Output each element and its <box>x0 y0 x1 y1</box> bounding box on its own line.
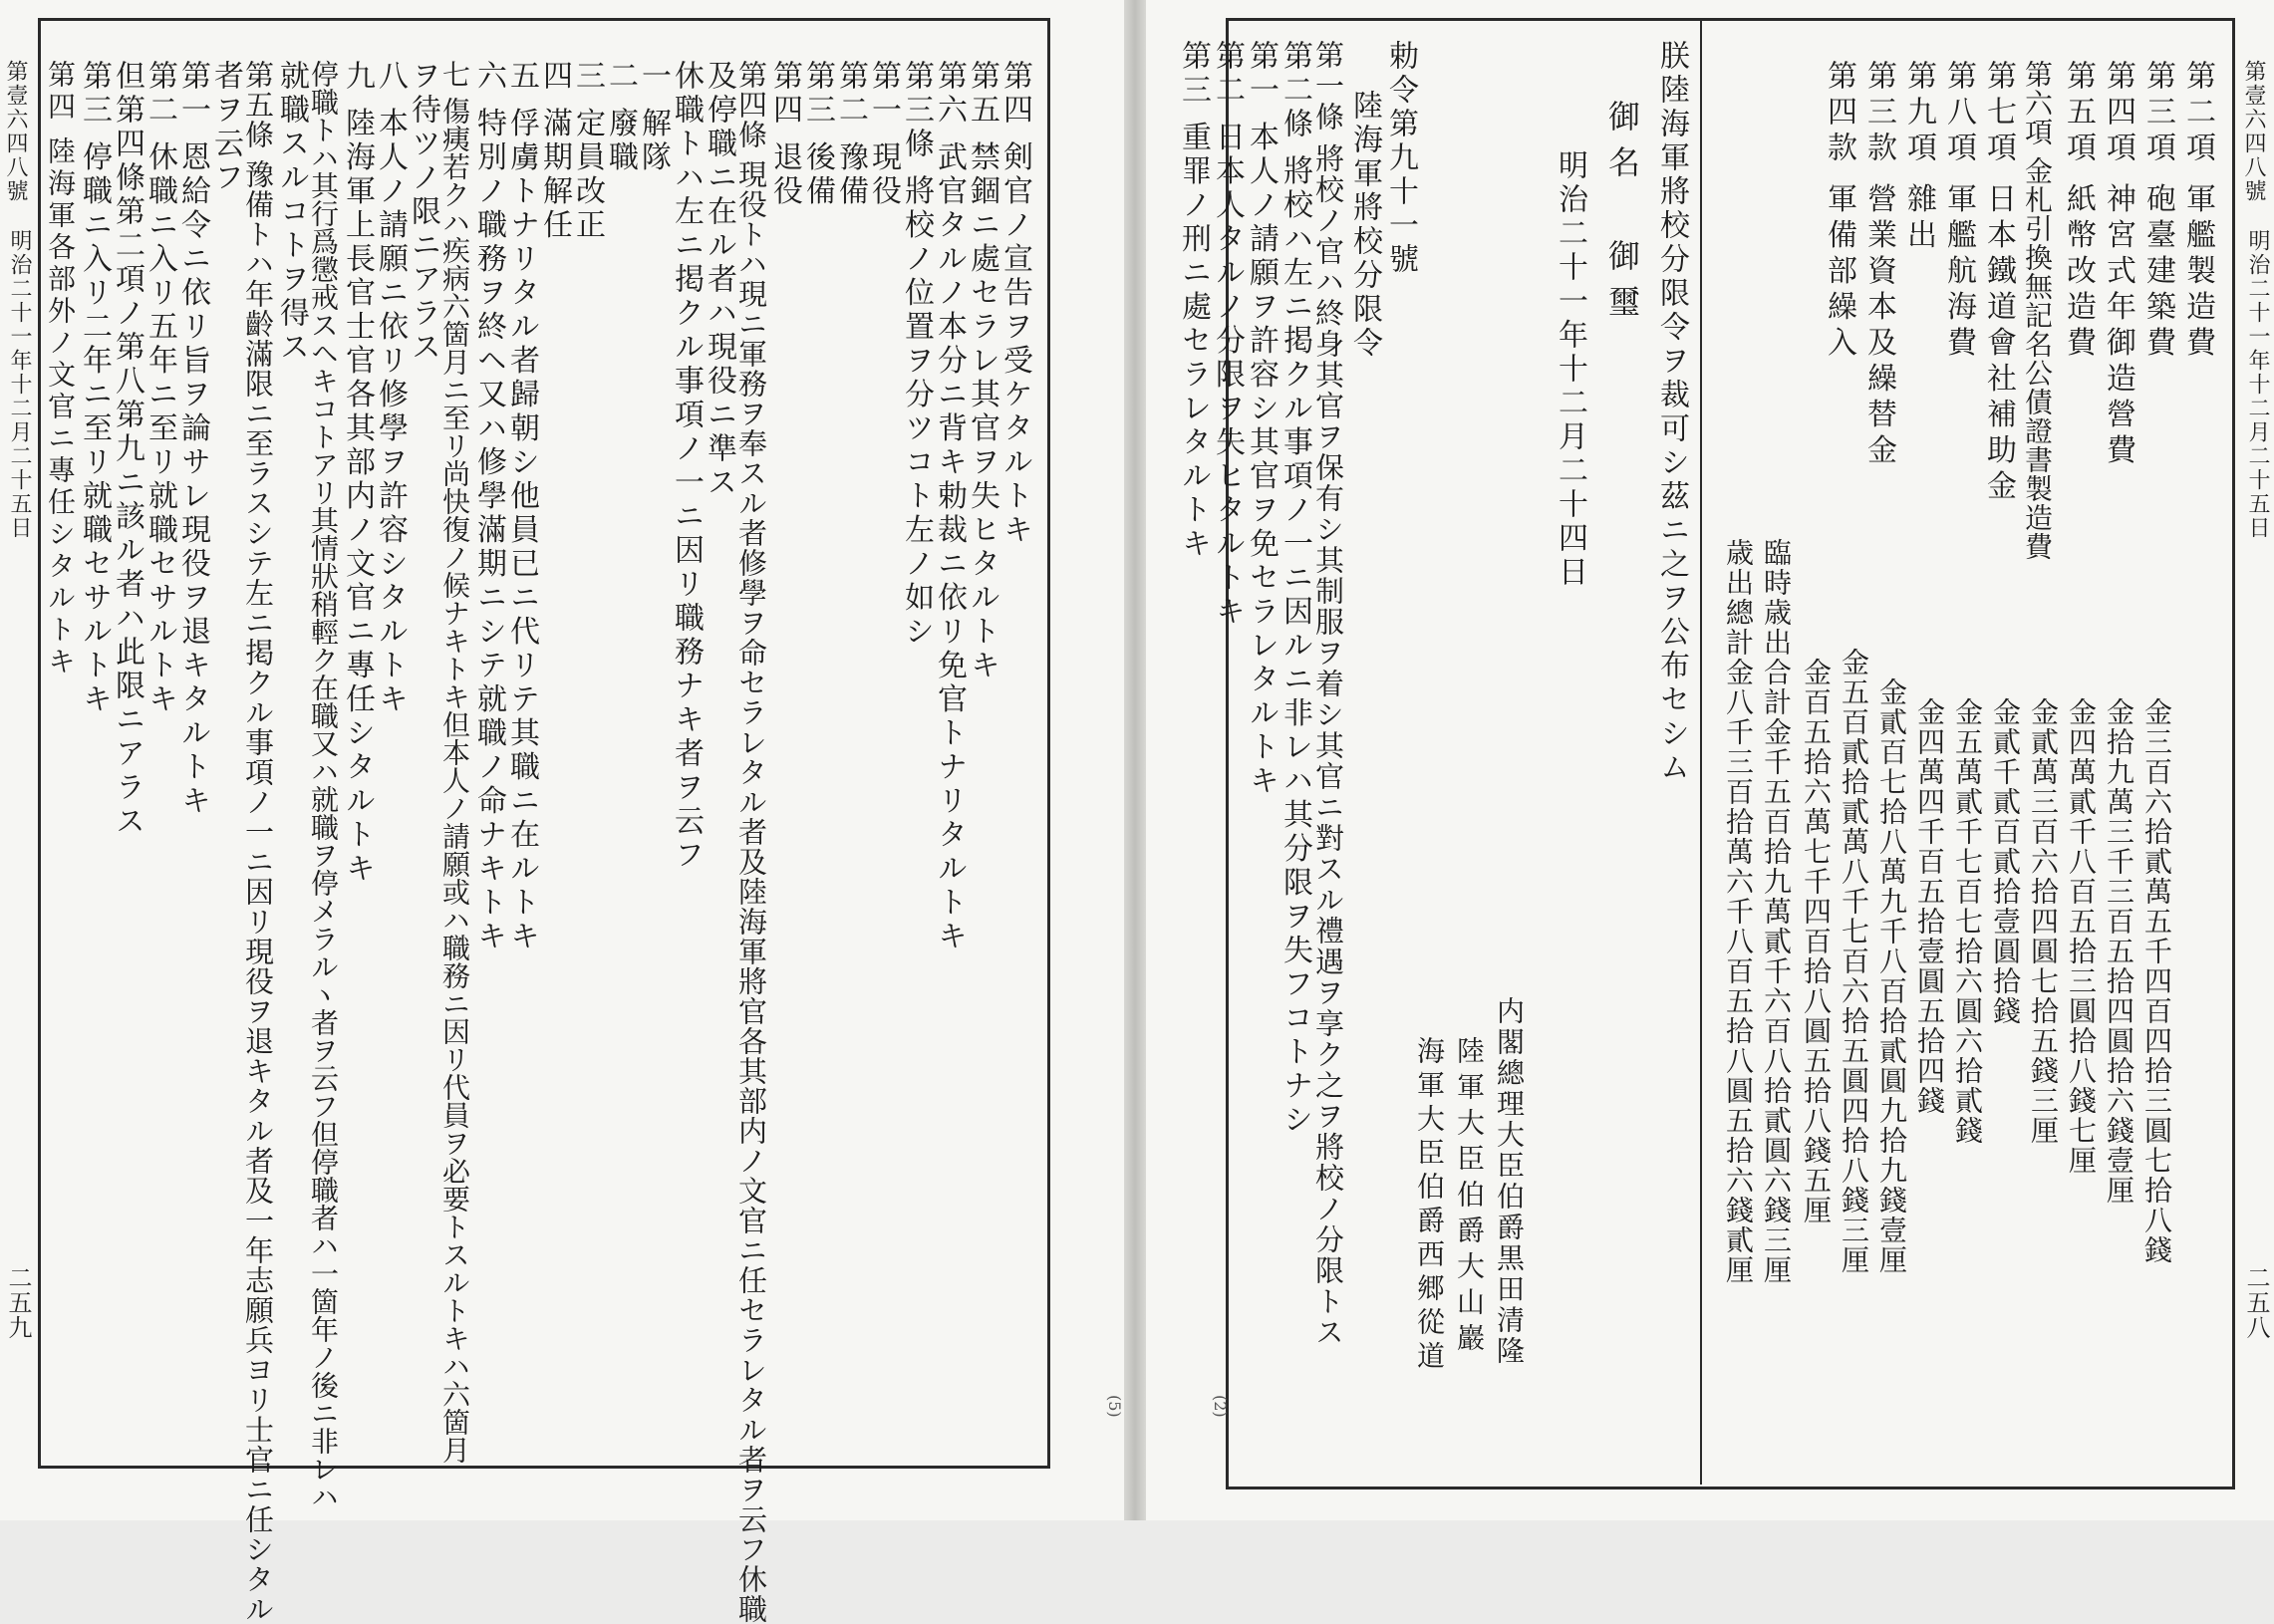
text-line: 四 滿期解任 <box>537 60 572 243</box>
text-line: 二 廢職 <box>603 60 638 175</box>
right-page <box>1146 0 2274 1520</box>
promulgation-text: 朕陸海軍將校分限令ヲ裁可シ茲ニ之ヲ公布セシム <box>1654 40 1689 785</box>
budget-item-amount: 金四萬四千百五拾壹圓五拾四錢 <box>1913 697 1946 1116</box>
budget-item-amount: 金五百貳拾貳萬八千七百六拾五圓四拾八錢三厘 <box>1838 648 1870 1275</box>
text-line: 第二 豫備 <box>833 60 868 209</box>
text-line: 第五 禁錮ニ處セラレ其官ヲ失ヒタルトキ <box>965 60 999 683</box>
signatory: 陸軍大臣伯爵大山巖 <box>1453 1036 1486 1359</box>
budget-item-amount: 金五萬貳千七百七拾六圓六拾貳錢 <box>1951 697 1984 1146</box>
imperial-name: 御名 <box>1603 100 1641 191</box>
article-heading: 第三條 將校ノ位置ヲ分ツコト左ノ如シ <box>899 60 934 650</box>
text-line: 第三 停職ニ入リ二年ニ至リ就職セサルトキ <box>77 60 112 717</box>
text-line: 七 傷痍若クハ疾病六箇月ニ至リ尚快復ノ候ナキトキ但本人ノ請願或ハ職務ニ因リ代員ヲ必要トスルトキハ六箇月 <box>438 60 471 1464</box>
text-line: 第二 休職ニ入リ五年ニ至リ就職セサルトキ <box>142 60 177 717</box>
budget-item-label: 第五項 紙幣改造費 <box>2061 60 2096 363</box>
budget-item-label: 第九項 雜出 <box>1901 60 1936 255</box>
right-footer-mark: (2) <box>1211 1395 1230 1418</box>
left-header-date: 明治二十一年十二月二十五日 <box>7 229 32 540</box>
budget-item-amount: 金四萬貳千八百五拾三圓拾八錢七厘 <box>2065 697 2098 1176</box>
imperial-seal: 御璽 <box>1603 239 1641 331</box>
budget-total: 臨時歳出合計金千五百拾九萬貳千六百八拾貳圓六錢三厘 <box>1760 538 1793 1285</box>
article-heading: 第五條 豫備トハ年齡滿限ニ至ラスシテ左ニ掲クル事項ノ一ニ因リ現役ヲ退キタル者及一年志願兵ヨリ士官ニ任シタル <box>241 60 275 1624</box>
text-line: 及停職ニ在ル者ハ現役ニ準ス <box>702 60 736 500</box>
text-line: 一 解隊 <box>636 60 671 175</box>
text-line: 停職トハ其行爲懲戒スヘキコトアリ其情狀稍輕ク在職又ハ就職ヲ停メラルヽ者ヲ云フ但停職者ハ一箇年ノ後ニ非レハ <box>307 60 340 1510</box>
ordinance-title: 陸海軍將校分限令 <box>1347 90 1382 361</box>
budget-item-amount: 金三百六拾貳萬五千四百四拾三圓七拾八錢 <box>2140 697 2173 1265</box>
article-text: 第三 重罪ノ刑ニ處セラレタルトキ <box>1176 40 1211 562</box>
section-divider <box>1700 20 1702 1485</box>
budget-item-amount: 金貳百七拾八萬九千八百拾貳圓九拾九錢壹厘 <box>1875 677 1908 1275</box>
text-line: 六 特別ノ職務ヲ終ヘ又ハ修學滿期ニシテ就職ノ命ナキトキ <box>471 60 506 954</box>
right-header-date: 明治二十一年十二月二十五日 <box>2245 229 2270 540</box>
text-line: 就職スルコトヲ得ス <box>274 60 309 365</box>
right-header-number: 第壹六四八號 <box>2241 60 2266 203</box>
promulgation-date: 明治二十一年十二月二十四日 <box>1553 149 1587 590</box>
text-line: ヲ待ツノ限ニアラス <box>406 60 440 365</box>
text-line: 第四 退役 <box>767 60 802 209</box>
ordinance-number: 勅令第九十一號 <box>1383 40 1418 277</box>
left-header-number: 第壹六四八號 <box>3 60 28 203</box>
article-text: 第一 本人ノ請願ヲ許容シ其官ヲ免セラレタルトキ <box>1244 40 1279 799</box>
text-line: 但第四條第二項ノ第八第九ニ該ル者ハ此限ニアラス <box>110 60 144 839</box>
signatory: 内閣總理大臣伯爵黒田清隆 <box>1493 996 1526 1367</box>
budget-item-amount: 金拾九萬三千三百五拾四圓拾六錢壹厘 <box>2103 697 2135 1206</box>
text-line: 三 定員改正 <box>570 60 605 243</box>
left-page <box>0 0 1124 1624</box>
article-heading: 第四條 現役トハ現ニ軍務ヲ奉スル者修學ヲ命セラレタル者及陸海軍將官各其部内ノ文官ニ任セラレタル者ヲ云フ休職 <box>734 60 768 1624</box>
budget-item-label: 第三款 營業資本及繰替金 <box>1861 60 1896 470</box>
budget-item-amount: 金貳千貳百貳拾壹圓拾錢 <box>1989 697 2022 1026</box>
article-text: 第二 日本人タルノ分限ヲ失ヒタルトキ <box>1210 40 1245 630</box>
text-line: 第三 後備 <box>800 60 835 209</box>
text-line: 五 俘虜トナリタル者歸朝シ他員已ニ代リテ其職ニ在ルトキ <box>504 60 539 954</box>
book-gutter <box>1124 0 1146 1520</box>
text-line: 八 本人ノ請願ニ依リ修學ヲ許容シタルトキ <box>373 60 408 717</box>
budget-item-label: 第三項 砲臺建築費 <box>2140 60 2175 363</box>
text-line: 第四 剣官ノ宣告ヲ受ケタルトキ <box>997 60 1032 548</box>
budget-item-label: 第七項 日本鐵道會社補助金 <box>1981 60 2016 506</box>
budget-item-amount: 金貳萬三百六拾四圓七拾五錢三厘 <box>2027 697 2060 1146</box>
signatory: 海軍大臣伯爵西郷從道 <box>1413 1036 1446 1375</box>
left-footer-mark: (5) <box>1105 1395 1124 1418</box>
budget-item-label: 第四項 神宮式年御造營費 <box>2101 60 2135 470</box>
article-text: 第二條 將校ハ左ニ掲クル事項ノ一ニ因ルニ非レハ其分限ヲ失フコトナシ <box>1278 40 1312 1138</box>
text-line: 九 陸海軍上長官士官各其部内ノ文官ニ專任シタルトキ <box>340 60 375 887</box>
text-line: 第四 陸海軍各部外ノ文官ニ專任シタルトキ <box>44 60 77 678</box>
budget-item-label: 第四款 軍備部繰入 <box>1822 60 1856 363</box>
budget-item-amount: 金百五拾六萬七千四百拾八圓五拾八錢五厘 <box>1800 658 1833 1225</box>
article-text: 第一條 將校ノ官ハ終身其官ヲ保有シ其制服ヲ着シ其官ニ對スル禮遇ヲ享ク之ヲ將校ノ分限トス <box>1311 40 1345 1349</box>
budget-item-label: 第八項 軍艦航海費 <box>1941 60 1976 363</box>
text-line: 第六 武官タルノ本分ニ背キ勅裁ニ依リ免官トナリタルトキ <box>932 60 967 954</box>
budget-item-label: 第六項 金札引換無記名公債證書製造費 <box>2021 60 2054 561</box>
budget-total: 歳出總計金八千三百拾萬六千八百五拾八圓五拾六錢貳厘 <box>1722 538 1755 1285</box>
budget-item-label: 第二項 軍艦製造費 <box>2180 60 2215 363</box>
text-line: 第一 恩給令ニ依リ旨ヲ論サレ現役ヲ退キタルトキ <box>175 60 210 819</box>
text-line: 第一 現役 <box>866 60 901 209</box>
right-page-number: 二五八 <box>2242 1265 2270 1340</box>
text-line: 者ヲ云フ <box>208 60 243 195</box>
left-page-number: 二五九 <box>4 1265 32 1340</box>
text-line: 休職トハ左ニ掲クル事項ノ一ニ因リ職務ナキ者ヲ云フ <box>669 60 704 873</box>
